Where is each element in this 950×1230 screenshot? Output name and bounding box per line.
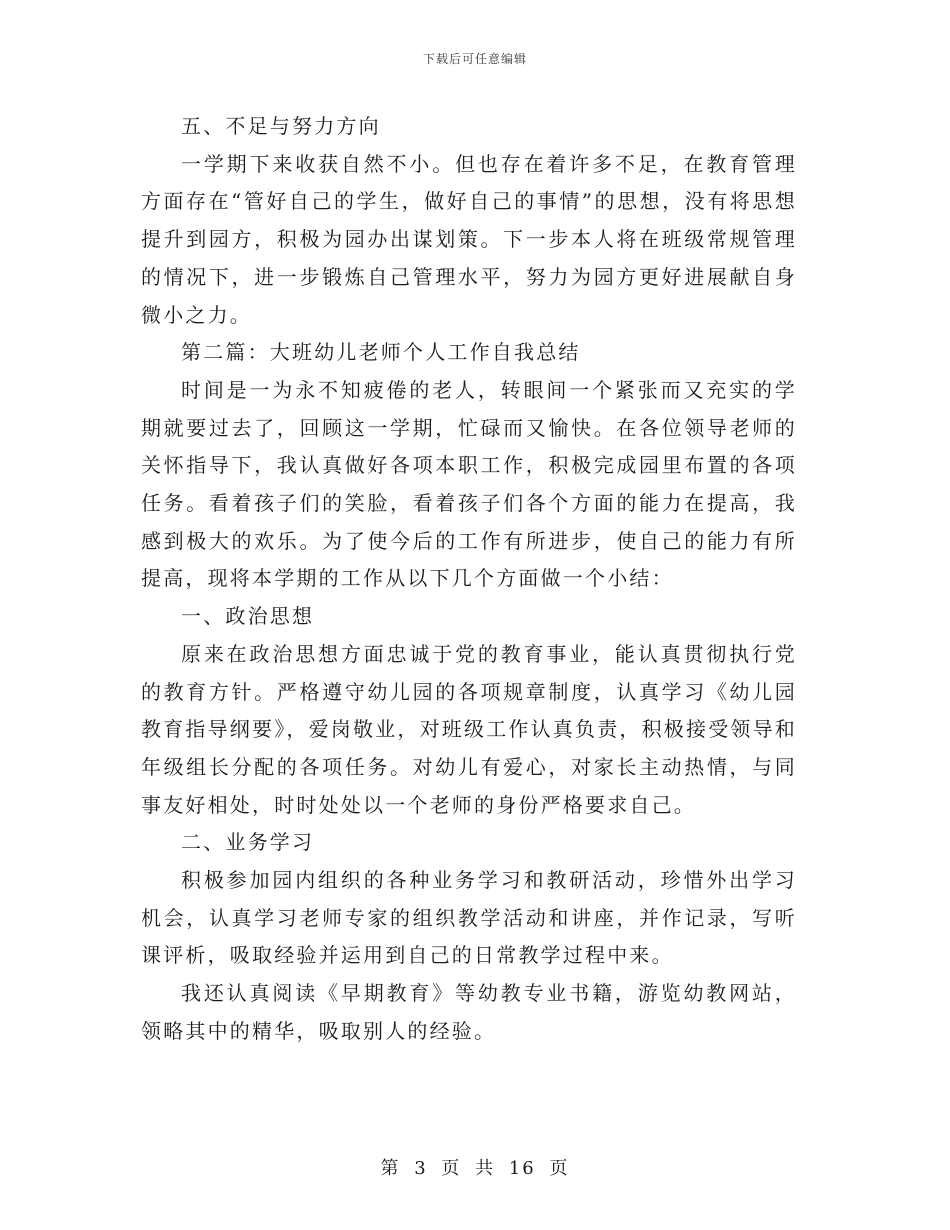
paragraph-study: 积极参加园内组织的各种业务学习和教研活动，珍惜外出学习机会，认真学习老师专家的组织教学活动和讲座，并作记录，写听课评析，吸取经验并运用到自己的日常教学过程中来。 [141,868,797,968]
document-body [141,108,797,1051]
section-heading-shortcomings: 五、不足与努力方向 [181,114,381,138]
section-heading-politics: 一、政治思想 [181,604,315,629]
section-heading-study: 二、业务学习 [181,830,315,855]
paragraph-politics: 原来在政治思想方面忠诚于党的教育事业，能认真贯彻执行党的教育方针。严格遵守幼儿园的各项规章制度，认真学习《幼儿园教育指导纲要》，爱岗敬业，对班级工作认真负责，积极接受领导和年级组长分配的各项任务。对幼儿有爱心，对家长主动热情，与同事友好相处，时时处处以一个老师的身份严格要求自己。 [141,641,797,817]
paragraph-reading: 我还认真阅读《早期教育》等幼教专业书籍，游览幼教网站，领略其中的精华，吸取别人的经验。 [141,981,797,1043]
page-number: 第 3 页 共 16 页 [380,1158,570,1179]
paragraph-intro: 时间是一为永不知疲倦的老人，转眼间一个紧张而又充实的学期就要过去了，回顾这一学期，忙碌而又愉快。在各位领导老师的关怀指导下，我认真做好各项本职工作，积极完成园里布置的各项任务。看着孩子们的笑脸，看着孩子们各个方面的能力在提高，我感到极大的欢乐。为了使今后的工作有所进步，使自己的能力有所提高，现将本学期的工作从以下几个方面做一个小结： [141,377,797,591]
article-title-second: 第二篇：大班幼儿老师个人工作自我总结 [181,340,581,365]
paragraph-shortcomings: 一学期下来收获自然不小。但也存在着许多不足，在教育管理方面存在“管好自己的学生，做好自己的事情”的思想，没有将思想提升到园方，积极为园办出谋划策。下一步本人将在班级常规管理的情况下，进一步锻炼自己管理水平，努力为园方更好进展献自身微小之力。 [141,151,797,327]
page-header: 下载后可任意编辑 [422,52,527,66]
